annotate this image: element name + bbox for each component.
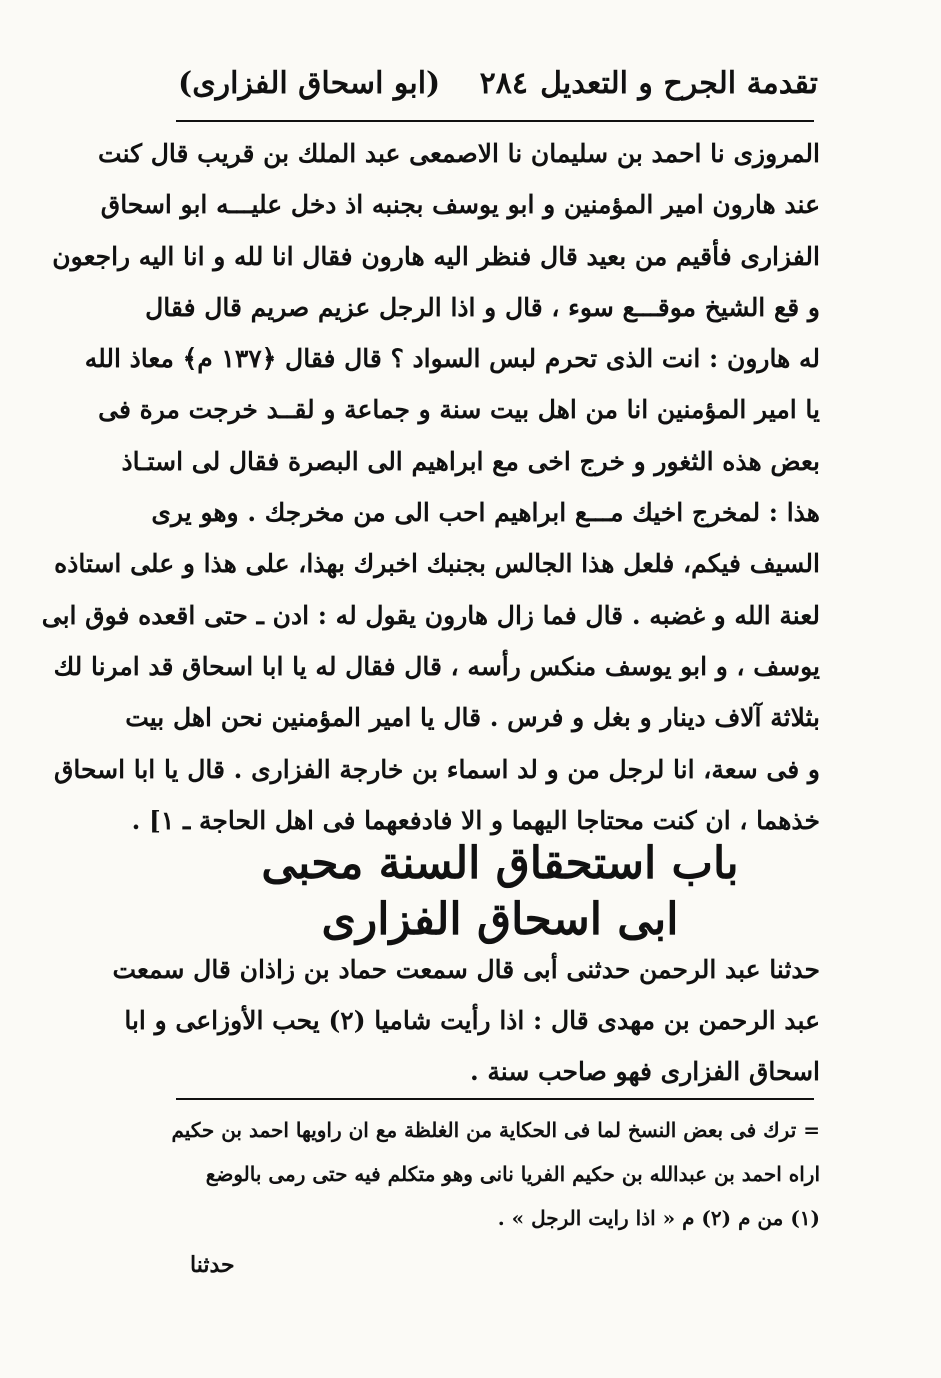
text-line: الفزارى فأقيم من بعيد قال فنظر اليه هارون فقال انا لله و انا اليه راجعون (52, 241, 820, 271)
section-heading-line-2: ابى اسحاق الفزارى (321, 894, 679, 945)
text-line: يوسف ، و ابو يوسف منكس رأسه ، قال فقال له يا ابا اسحاق قد امرنا لك (53, 651, 820, 681)
footnote-rule (176, 1098, 814, 1100)
text-line: لعنة الله و غضبه . قال فما زال هارون يقول له : ادن ـ حتى اقعده فوق ابى (41, 600, 820, 630)
section-heading-line-1: باب استحقاق السنة محبى (261, 838, 739, 889)
text-line: بثلاثة آلاف دينار و بغل و فرس . قال يا امير المؤمنين نحن اهل بيت (125, 703, 820, 733)
running-section-name: (ابو اسحاق الفزارى) (178, 66, 441, 101)
text-line: خذهما ، ان كنت محتاجا اليهما و الا فادفعهما فى اهل الحاجة ـ ١] . (131, 805, 820, 835)
text-line: له هارون : انت الذى تحرم لبس السواد ؟ قال فقال ﴿١٣٧ م﴾ معاذ الله (84, 344, 820, 374)
text-line: المروزى نا احمد بن سليمان نا الاصمعى عبد الملك بن قريب قال كنت (98, 139, 820, 168)
footnote-line: اراه احمد بن عبدالله بن حكيم الفريا نانى وهو متكلم فيه حتى رمى بالوضع (205, 1162, 820, 1186)
section-text (112, 944, 820, 1097)
main-text (41, 128, 820, 846)
text-line: هذا : لمخرج اخيك مـــع ابراهيم احب الى من مخرجك . وهو يرى (151, 498, 820, 528)
text-line: و قع الشيخ موقـــع سوء ، قال و اذا الرجل عزيم صريم قال فقال (145, 292, 820, 322)
footnote-line: (١) من م (٢) م « اذا رايت الرجل » . (497, 1206, 820, 1230)
text-line: عبد الرحمن بن مهدى قال : اذا رأيت شاميا (٢) يحب الأوزاعى و ابا (124, 1006, 820, 1035)
page-header (178, 62, 818, 118)
text-line: و فى سعة، انا لرجل من و لد اسماء بن خارجة الفزارى . قال يا ابا اسحاق (53, 754, 820, 784)
page-number: ٢٨٤ (479, 66, 528, 101)
text-line: بعض هذه الثغور و خرج اخى مع ابراهيم الى البصرة فقال لى استـاذ (121, 446, 820, 476)
text-line: يا امير المؤمنين انا من اهل بيت سنة و جماعة و لقــد خرجت مرة فى (98, 395, 820, 425)
header-rule (176, 120, 814, 122)
footnotes (171, 1108, 820, 1240)
running-title: تقدمة الجرح و التعديل (540, 66, 818, 101)
text-line: اسحاق الفزارى فهو صاحب سنة . (470, 1057, 820, 1086)
text-line: عند هارون امير المؤمنين و ابو يوسف بجنبه اذ دخل عليـــه ابو اسحاق (100, 190, 820, 220)
text-line: حدثنا عبد الرحمن حدثنى أبى قال سمعت حماد بن زاذان قال سمعت (112, 955, 820, 984)
catchword: حدثنا (190, 1252, 235, 1278)
footnote-line: = ترك فى بعض النسخ لما فى الحكاية من الغلظة مع ان راويها احمد بن حكيم (171, 1118, 820, 1142)
text-line: السيف فيكم، فلعل هذا الجالس بجنبك اخبرك بهذا، على هذا و على استاذه (54, 549, 820, 579)
